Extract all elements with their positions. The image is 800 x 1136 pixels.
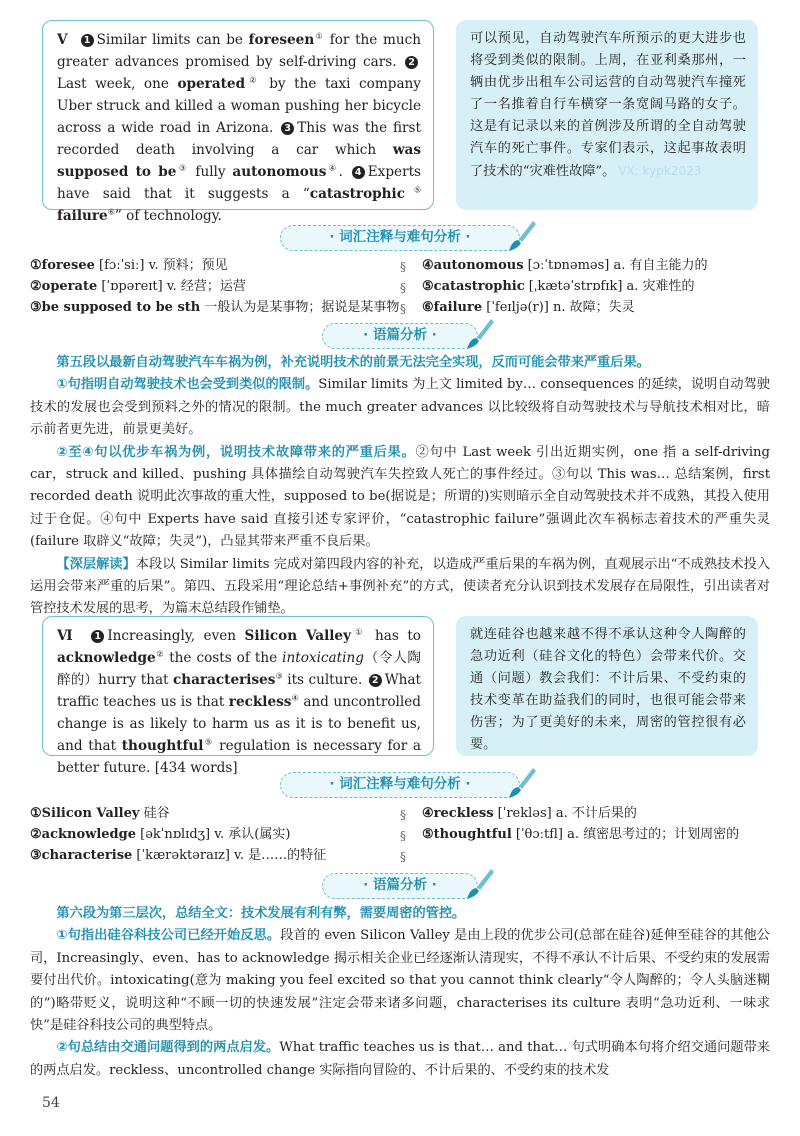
passage-5-block bbox=[42, 20, 758, 224]
keyword: failure bbox=[57, 208, 108, 224]
vocab-entry: ①Silicon Valley 硅谷 bbox=[30, 806, 170, 821]
page-number: 54 bbox=[42, 1095, 60, 1111]
watermark: VX: kypk2023 bbox=[618, 164, 702, 178]
divider: § § § bbox=[400, 808, 406, 864]
vocab-entry: ②operate [ˈɒpəreɪt] v. 经营；运营 bbox=[30, 279, 246, 294]
sentence-number: 4 bbox=[352, 166, 365, 179]
vocab-entry: ④autonomous [ɔːˈtɒnəməs] a. 有自主能力的 bbox=[422, 258, 708, 273]
keyword: Silicon Valley bbox=[244, 628, 351, 644]
analysis-paragraph: ①句指明自动驾驶技术也会受到类似的限制。Similar limits 为上文 limited by… consequences 的延续，说明自动驾驶技术的发展也会受到预料之外的情况的限制。the much greater advances 以比较级将自动驾驶技术与导航技术相对比，暗示前者更先进，前景更美好。 bbox=[30, 377, 770, 438]
chinese-translation-5: 可以预见，自动驾驶汽车所预示的更大进步也将受到类似的限制。上周，在亚利桑那州，一辆由优步出租车公司运营的自动驾驶汽车撞死了一名推着自行车横穿一条宽阔马路的女子。这是有记录以来的首例涉及所谓的全自动驾驶汽车的死亡事件。专家们表示，这起事故表明了技术的“灾难性故障”。 VX: kypk2023 bbox=[456, 20, 758, 210]
analysis-5 bbox=[30, 352, 771, 617]
vocab-column-right bbox=[422, 803, 770, 845]
keyword: was supposed to be bbox=[57, 142, 421, 180]
sentence-number: 2 bbox=[369, 674, 382, 687]
analysis-summary: 第五段以最新自动驾驶汽车车祸为例，补充说明技术的前景无法完全实现，反而可能会带来严重后果。 bbox=[56, 355, 650, 370]
analysis-section-header: · 语篇分析 · bbox=[322, 873, 478, 899]
divider: § § § bbox=[400, 260, 406, 316]
analysis-6 bbox=[30, 903, 770, 1083]
vocab-entry: ①foresee [fɔːˈsiː] v. 预料；预见 bbox=[30, 258, 228, 273]
paragraph-numeral: Ⅵ bbox=[57, 628, 77, 644]
vocab-column-left bbox=[30, 255, 400, 318]
vocab-list-6 bbox=[30, 803, 770, 867]
sentence-number: 2 bbox=[405, 56, 418, 69]
english-passage-5: Ⅴ 1 Similar limits can be foreseen① for the much greater advances promised by self-driving cars. 2Last week, one operated② by the taxi company Uber struck and killed a woman pushing her bicycle across a wide road in Arizona. 3 This was the first recorded death involving a car which was supposed to be③ fully autonomous④. 4 Experts have said that it suggests a “catastrophic⑤ failure⑥” of technology. bbox=[42, 20, 434, 210]
keyword: foreseen bbox=[248, 32, 315, 48]
paragraph-numeral: Ⅴ bbox=[57, 32, 69, 48]
analysis-paragraph: ①句指出硅谷科技公司已经开始反思。段首的 even Silicon Valley 是由上段的优步公司(总部在硅谷)延伸至硅谷的其他公司，Increasingly、even、has to acknowledge 揭示相关企业已经逐渐认清现实，不得不承认不计后果、不受约束的发展需要付出代价。intoxicating(意为 making you feel excited so that you cannot think clearly“令人陶醉的；令人头脑迷糊的”)略带贬义，说明这种“不顾一切的快速发展”注定会带来诸多问题，characterises its culture 表明“急功近利、一味求快”是硅谷科技公司的典型特点。 bbox=[30, 928, 770, 1034]
vocab-entry: ⑤catastrophic [ˌkætəˈstrɒfɪk] a. 灾难性的 bbox=[422, 279, 695, 294]
vocab-list-5 bbox=[30, 255, 770, 319]
vocab-entry: ⑥failure [ˈfeɪljə(r)] n. 故障；失灵 bbox=[422, 300, 635, 315]
deep-reading: 【深层解读】本段以 Similar limits 完成对第四段内容的补充，以造成严重后果的车祸为例，直观展示出“不成熟技术投入运用会带来严重的后果”。第四、五段采用“理论总结+事例补充”的方式，使读者充分认识到技术发展存在局限性，引出读者对管控技术发展的思考，为篇末总结段作铺垫。 bbox=[30, 556, 771, 617]
brush-icon bbox=[465, 867, 495, 901]
vocab-entry: ②acknowledge [əkˈnɒlɪdʒ] v. 承认(属实) bbox=[30, 827, 291, 842]
vocab-entry: ③be supposed to be sth 一般认为是某事物；据说是某事物 bbox=[30, 300, 400, 315]
keyword: reckless bbox=[228, 694, 292, 710]
analysis-summary: 第六段为第三层次，总结全文：技术发展有利有弊，需要周密的管控。 bbox=[56, 906, 466, 921]
vocab-section-header: · 词汇注释与难句分析 · bbox=[280, 225, 520, 251]
keyword: operated bbox=[177, 76, 246, 92]
keyword: acknowledge bbox=[57, 650, 156, 666]
sentence-number: 3 bbox=[281, 122, 294, 135]
chinese-translation-6: 就连硅谷也越来越不得不承认这种令人陶醉的急功近利（硅谷文化的特色）会带来代价。交通（问题）教会我们：不计后果、不受约束的技术变革在助益我们的同时，也很可能会带来伤害；为了更美好的未来，周密的管控很有必要。 bbox=[456, 616, 758, 756]
sentence-number: 1 bbox=[81, 34, 94, 47]
passage-6-block bbox=[42, 616, 758, 776]
keyword: thoughtful bbox=[121, 738, 204, 754]
brush-icon bbox=[507, 766, 537, 800]
english-passage-6: Ⅵ 1 Increasingly, even Silicon Valley① has to acknowledge② the costs of the intoxicating（令人陶醉的）hurry that characterises③ its culture. 2 What traffic teaches us is that reckless④ and uncontrolled change is as likely to harm us as it is to benefit us, and that thoughtful⑤ regulation is necessary for a better future. [434 words] bbox=[42, 616, 434, 756]
keyword: characterises bbox=[172, 672, 276, 688]
brush-icon bbox=[507, 219, 537, 253]
keyword: catastrophic bbox=[309, 186, 405, 202]
sentence-number: 1 bbox=[91, 630, 104, 643]
analysis-section-header: · 语篇分析 · bbox=[322, 323, 478, 349]
analysis-paragraph: ②至④句以优步车祸为例，说明技术故障带来的严重后果。②句中 Last week 引出近期实例，one 指 a self-driving car，struck and killed、pushing 具体描绘自动驾驶汽车失控致人死亡的事件经过。③句以 This was… 总结案例，first recorded death 说明此次事故的重大性，supposed to be(据说是；所谓的)实则暗示全自动驾驶技术并不成熟，其投入使用过于仓促。④句中 Experts have said 直接引述专家评价，“catastrophic failure”强调此次车祸标志着技术的严重失灵(failure 取辟义“故障；失灵”)，凸显其带来严重不良后果。 bbox=[30, 444, 770, 550]
vocab-column-right bbox=[422, 255, 770, 318]
keyword: autonomous bbox=[232, 164, 327, 180]
vocab-entry: ④reckless [ˈrekləs] a. 不计后果的 bbox=[422, 806, 637, 821]
vocab-entry: ③characterise [ˈkærəktəraɪz] v. 是……的特征 bbox=[30, 848, 327, 863]
vocab-column-left bbox=[30, 803, 390, 866]
vocab-entry: ⑤thoughtful [ˈθɔːtfl] a. 缜密思考过的；计划周密的 bbox=[422, 827, 740, 842]
vocab-section-header: · 词汇注释与难句分析 · bbox=[280, 772, 520, 798]
brush-icon bbox=[465, 317, 495, 351]
analysis-paragraph: ②句总结由交通问题得到的两点启发。What traffic teaches us is that… and that… 句式明确本句将介绍交通问题带来的两点启发。reckless、uncontrolled change 实际指向冒险的、不计后果的、不受约束的技术发 bbox=[30, 1040, 770, 1078]
